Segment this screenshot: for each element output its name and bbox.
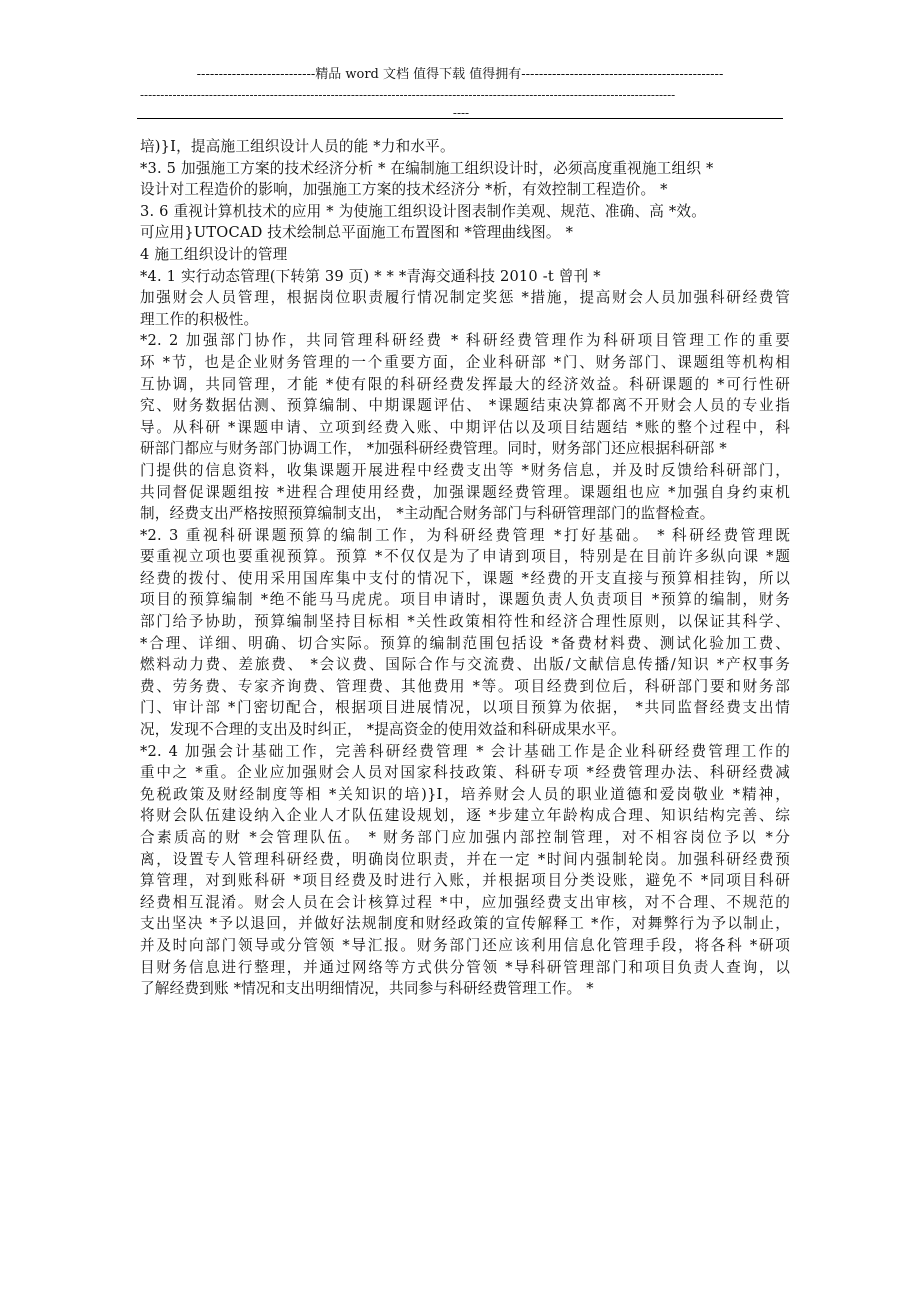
body-text-line: 4 施工组织设计的管理 [140, 245, 288, 263]
body-text-line: 导。从科研 *课题申请、立项到经费入账、中期评估以及项目结题结 *账的整个过程中，科 [140, 418, 790, 436]
body-text-line: 可应用}UTOCAD 技术绘制总平面施工布置图和 *管理曲线图。 * [140, 224, 574, 242]
page-header-banner: ---------------------------精品 word 文档 值得下载 值得拥有---------------------------------------------- [196, 67, 724, 82]
body-text-line: 将财会队伍建设纳入企业人才队伍建设规划，逐 *步建立年龄构成合理、知识结构完善、综 [140, 807, 790, 825]
body-text-line: 培)}I，提高施工组织设计人员的能 *力和水平。 [140, 138, 455, 155]
body-text-line: 免税政策及财经制度等相 *关知识的培)}I，培养财会人员的职业道德和爱岗敬业 *精神， [140, 785, 790, 803]
body-text-line: *2. 4 加强会计基础工作，完善科研经费管理 * 会计基础工作是企业科研经费管理工作的 [140, 742, 790, 760]
body-text-line: *合理、详细、明确、切合实际。预算的编制范围包括设 *备费材料费、测试化验加工费、 [140, 634, 790, 652]
body-text-line: 经费相互混淆。财会人员在会计核算过程 *中，应加强经费支出审核，对不合理、不规范的 [140, 893, 790, 911]
body-text-line: *4. 1 实行动态管理(下转第 39 页) * * *青海交通科技 2010 -t 曾刊 * [140, 267, 601, 285]
body-text-line: 要重视立项也要重视预算。预算 *不仅仅是为了申请到项目，特别是在目前许多纵向课 *题 [140, 548, 790, 566]
body-text-line: 燃料动力费、差旅费、 *会议费、国际合作与交流费、出版/文献信息传播/知识 *产权事务 [140, 656, 790, 674]
body-text-line: 并及时向部门领导或分管领 *导汇报。财务部门还应该利用信息化管理手段，将各科 *研项 [140, 936, 790, 954]
header-dash-tail: ---- [452, 106, 470, 120]
header-rule [137, 118, 783, 119]
header-dash-line: ------------------------------------------------------------------------------------------------------------------------------------ [140, 88, 676, 102]
body-text-line: 研部门都应与财务部门协调工作， *加强科研经费管理。同时，财务部门还应根据科研部 * [140, 440, 727, 458]
body-text-line: 理工作的积极性。 [140, 310, 259, 328]
document-body [140, 136, 790, 1000]
body-text-line: 项目的预算编制 *绝不能马马虎虎。项目申请时，课题负责人负责项目 *预算的编制，财务 [140, 591, 790, 609]
body-text-line: *2. 3 重视科研课题预算的编制工作，为科研经费管理 *打好基础。 * 科研经费管理既 [140, 526, 790, 544]
body-text-line: 目财务信息进行整理，并通过网络等方式供分管领 *导科研管理部门和项目负责人查询，以 [140, 958, 790, 976]
header-dash-separator [140, 86, 782, 122]
body-text-line: 部门给予协助，预算编制坚持目标相 *关性政策相符性和经济合理性原则，以保证其科学、 [140, 613, 790, 631]
body-text-line: 设计对工程造价的影响，加强施工方案的技术经济分 *析，有效控制工程造价。 * [140, 181, 668, 199]
body-text-line: 3. 6 重视计算机技术的应用 * 为使施工组织设计图表制作美观、规范、准确、高 *效。 [140, 202, 706, 220]
body-text-line: 离，设置专人管理科研经费，明确岗位职责，并在一定 *时间内强制轮岗。加强科研经费预 [140, 850, 790, 868]
body-text-line: 合素质高的财 *会管理队伍。 * 财务部门应加强内部控制管理，对不相容岗位予以 *分 [140, 829, 790, 846]
body-text-line: 究、财务数据估测、预算编制、中期课题评估、 *课题结束决算都离不开财会人员的专业指 [140, 397, 790, 415]
body-text-line: 况，发现不合理的支出及时纠正， *提高资金的使用效益和科研成果水平。 [140, 721, 626, 739]
body-text-line: 费、劳务费、专家齐询费、管理费、其他费用 *等。项目经费到位后，科研部门要和财务部 [140, 677, 790, 695]
body-text-line: 共同督促课题组按 *进程合理使用经费，加强课题经费管理。课题组也应 *加强自身约束机 [140, 483, 790, 501]
body-text-line: 环 *节，也是企业财务管理的一个重要方面，企业科研部 *门、财务部门、课题组等机构相 [140, 353, 790, 371]
body-text-line: 互协调，共同管理，才能 *使有限的科研经费发挥最大的经济效益。科研课题的 *可行性研 [140, 375, 790, 393]
body-text-line: 重中之 *重。企业应加强财会人员对国家科技政策、科研专项 *经费管理办法、科研经费减 [140, 764, 790, 782]
body-text-line: 制，经费支出严格按照预算编制支出， *主动配合财务部门与科研管理部门的监督检查。 [140, 505, 715, 523]
body-text-line: 经费的拨付、使用采用国库集中支付的情况下，课题 *经费的开支直接与预算相挂钩，所以 [140, 569, 790, 587]
body-text-line: 加强财会人员管理，根据岗位职责履行情况制定奖惩 *措施，提高财会人员加强科研经费管 [140, 289, 790, 307]
body-text-line: 了解经费到账 *情况和支出明细情况，共同参与科研经费管理工作。 * [140, 980, 594, 998]
body-text-line: *2. 2 加强部门协作，共同管理科研经费 * 科研经费管理作为科研项目管理工作的重要 [140, 332, 790, 350]
body-text-line: *3. 5 加强施工方案的技术经济分析 * 在编制施工组织设计时，必须高度重视施工组织 * [140, 159, 714, 177]
body-text-line: 算管理，对到账科研 *项目经费及时进行入账，并根据项目分类设账，避免不 *同项目科研 [140, 872, 790, 890]
body-text-line: 门、审计部 *门密切配合，根据项目进展情况，以项目预算为依据， *共同监督经费支出情 [140, 699, 790, 717]
body-text-line: 门提供的信息资料，收集课题开展进程中经费支出等 *财务信息，并及时反馈给科研部门， [140, 461, 790, 479]
body-text-line: 支出坚决 *予以退回，并做好法规制度和财经政策的宣传解释工 *作，对舞弊行为予以制止， [140, 915, 790, 933]
